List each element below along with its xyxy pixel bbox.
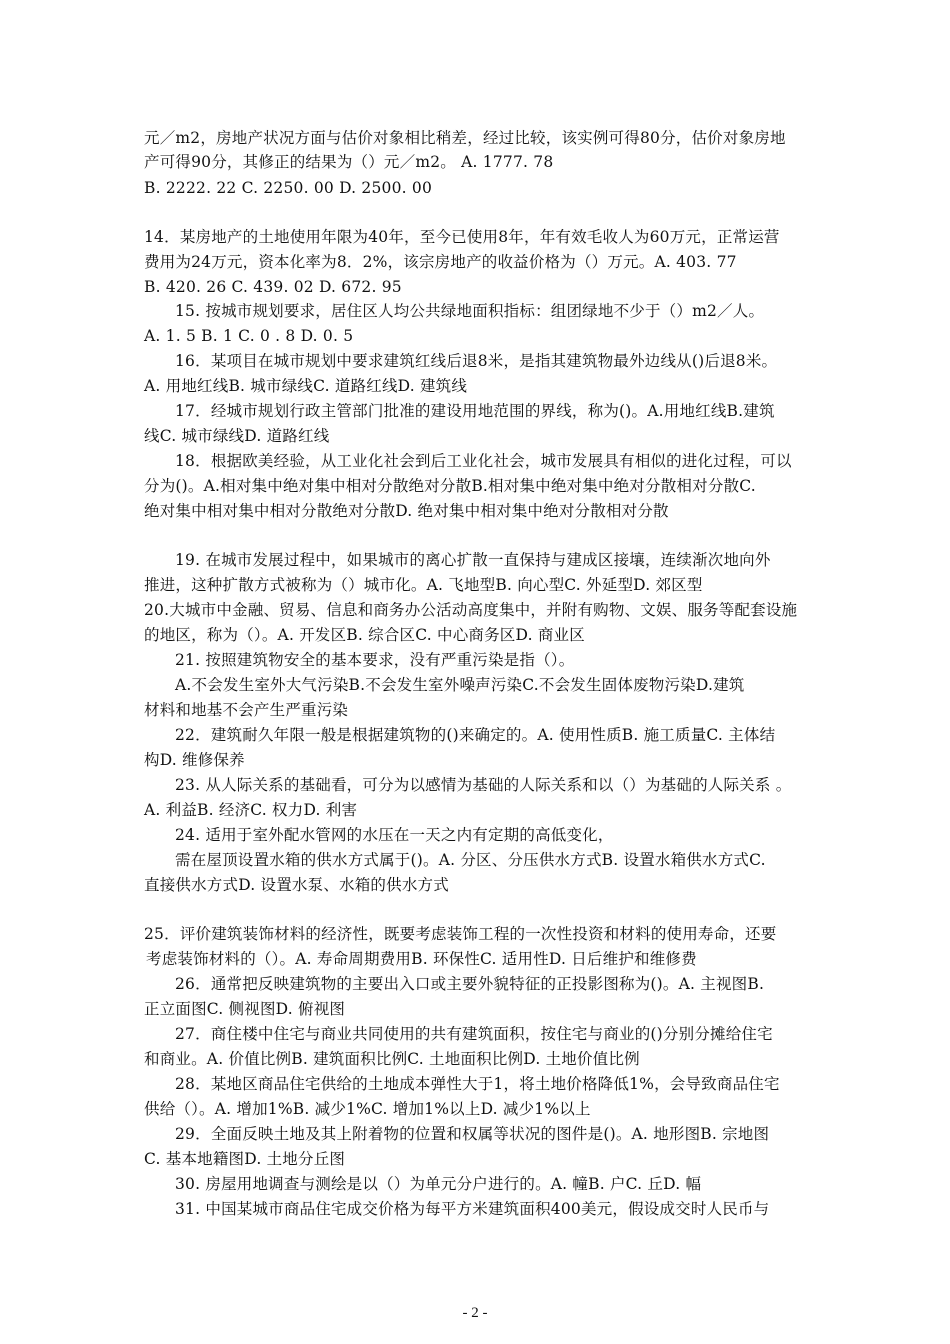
text-line: 20.大城市中金融、贸易、信息和商务办公活动高度集中，并附有购物、文娱、服务等配套设施: [144, 601, 798, 619]
text-line: 需在屋顶设置水箱的供水方式属于()。A. 分区、分压供水方式B. 设置水箱供水方式C.: [175, 851, 766, 869]
text-line: 分为()。A.相对集中绝对集中相对分散绝对分散B.相对集中绝对集中绝对分散相对分散C.: [144, 477, 756, 495]
text-line: 的地区，称为（）。A. 开发区B. 综合区C. 中心商务区D. 商业区: [144, 626, 585, 644]
text-line: 产可得90分，其修正的结果为（）元／m2。 A. 1777. 78: [144, 153, 554, 171]
text-line: A. 用地红线B. 城市绿线C. 道路红线D. 建筑线: [144, 377, 468, 395]
text-line: B. 2222. 22 C. 2250. 00 D. 2500. 00: [144, 179, 433, 197]
text-line: 构D. 维修保养: [144, 751, 245, 769]
text-line: 考虑装饰材料的（）。A. 寿命周期费用B. 环保性C. 适用性D. 日后维护和维修费: [146, 950, 697, 968]
text-line: C. 基本地籍图D. 土地分丘图: [144, 1150, 346, 1168]
text-line: 14．某房地产的土地使用年限为40年，至今已使用8年，年有效毛收人为60万元，正常运营: [144, 228, 780, 246]
text-line: 正立面图C. 侧视图D. 俯视图: [144, 1000, 346, 1018]
text-line: 27．商住楼中住宅与商业共同使用的共有建筑面积，按住宅与商业的()分别分摊给住宅: [175, 1025, 773, 1043]
text-line: 16．某项目在城市规划中要求建筑红线后退8米，是指其建筑物最外边线从()后退8米。: [175, 352, 778, 370]
text-line: 29．全面反映土地及其上附着物的位置和权属等状况的图件是()。A. 地形图B. 宗地图: [175, 1125, 770, 1143]
text-line: B. 420. 26 C. 439. 02 D. 672. 95: [144, 278, 402, 296]
text-line: 17．经城市规划行政主管部门批准的建设用地范围的界线，称为()。A.用地红线B.建筑: [175, 402, 775, 420]
text-line: 15. 按城市规划要求，居住区人均公共绿地面积指标：组团绿地不少于（）m2／人。: [175, 302, 765, 320]
text-line: 23. 从人际关系的基础看，可分为以感情为基础的人际关系和以（）为基础的人际关系 。: [175, 776, 792, 794]
text-line: 费用为24万元，资本化率为8．2%，该宗房地产的收益价格为（）万元。A. 403. 77: [144, 253, 737, 271]
text-line: 21. 按照建筑物安全的基本要求，没有严重污染是指（）。: [175, 651, 575, 669]
page-number: - 2 -: [462, 1305, 488, 1321]
text-line: 25．评价建筑装饰材料的经济性，既要考虑装饰工程的一次性投资和材料的使用寿命，还要: [144, 925, 777, 943]
text-line: 18．根据欧美经验，从工业化社会到后工业化社会，城市发展具有相似的进化过程，可以: [175, 452, 792, 470]
text-line: 元／m2，房地产状况方面与估价对象相比稍差，经过比较，该实例可得80分，估价对象房地: [144, 129, 786, 147]
text-line: 26．通常把反映建筑物的主要出入口或主要外貌特征的正投影图称为()。A. 主视图B.: [175, 975, 765, 993]
text-line: A. 利益B. 经济C. 权力D. 利害: [144, 801, 358, 819]
text-line: 24. 适用于室外配水管网的水压在一天之内有定期的高低变化，: [175, 826, 614, 844]
text-line: 材料和地基不会产生严重污染: [144, 701, 349, 719]
text-line: A. 1. 5 B. 1 C. 0 . 8 D. 0. 5: [144, 327, 354, 345]
text-line: 推进，这种扩散方式被称为（）城市化。A. 飞地型B. 向心型C. 外延型D. 郊区型: [144, 576, 703, 594]
text-line: 直接供水方式D. 设置水泵、水箱的供水方式: [144, 876, 449, 894]
text-line: 28．某地区商品住宅供给的土地成本弹性大于1，将土地价格降低1%，会导致商品住宅: [175, 1075, 780, 1093]
text-line: 22．建筑耐久年限一般是根据建筑物的()来确定的。A. 使用性质B. 施工质量C. 主体结: [175, 726, 776, 744]
text-line: 线C. 城市绿线D. 道路红线: [144, 427, 330, 445]
text-line: 和商业。A. 价值比例B. 建筑面积比例C. 土地面积比例D. 土地价值比例: [144, 1050, 640, 1068]
text-line: 31. 中国某城市商品住宅成交价格为每平方米建筑面积400美元，假设成交时人民币与: [175, 1200, 770, 1218]
text-line: A.不会发生室外大气污染B.不会发生室外噪声污染C.不会发生固体废物污染D.建筑: [175, 676, 745, 694]
text-line: 供给（）。A. 增加1%B. 减少1%C. 增加1%以上D. 减少1%以上: [144, 1100, 591, 1118]
text-line: 19. 在城市发展过程中，如果城市的离心扩散一直保持与建成区接壤，连续渐次地向外: [175, 551, 771, 569]
text-line: 绝对集中相对集中相对分散绝对分散D. 绝对集中相对集中绝对分散相对分散: [144, 502, 669, 520]
text-line: 30. 房屋用地调查与测绘是以（）为单元分户进行的。A. 幢B. 户C. 丘D. 幅: [175, 1175, 702, 1193]
